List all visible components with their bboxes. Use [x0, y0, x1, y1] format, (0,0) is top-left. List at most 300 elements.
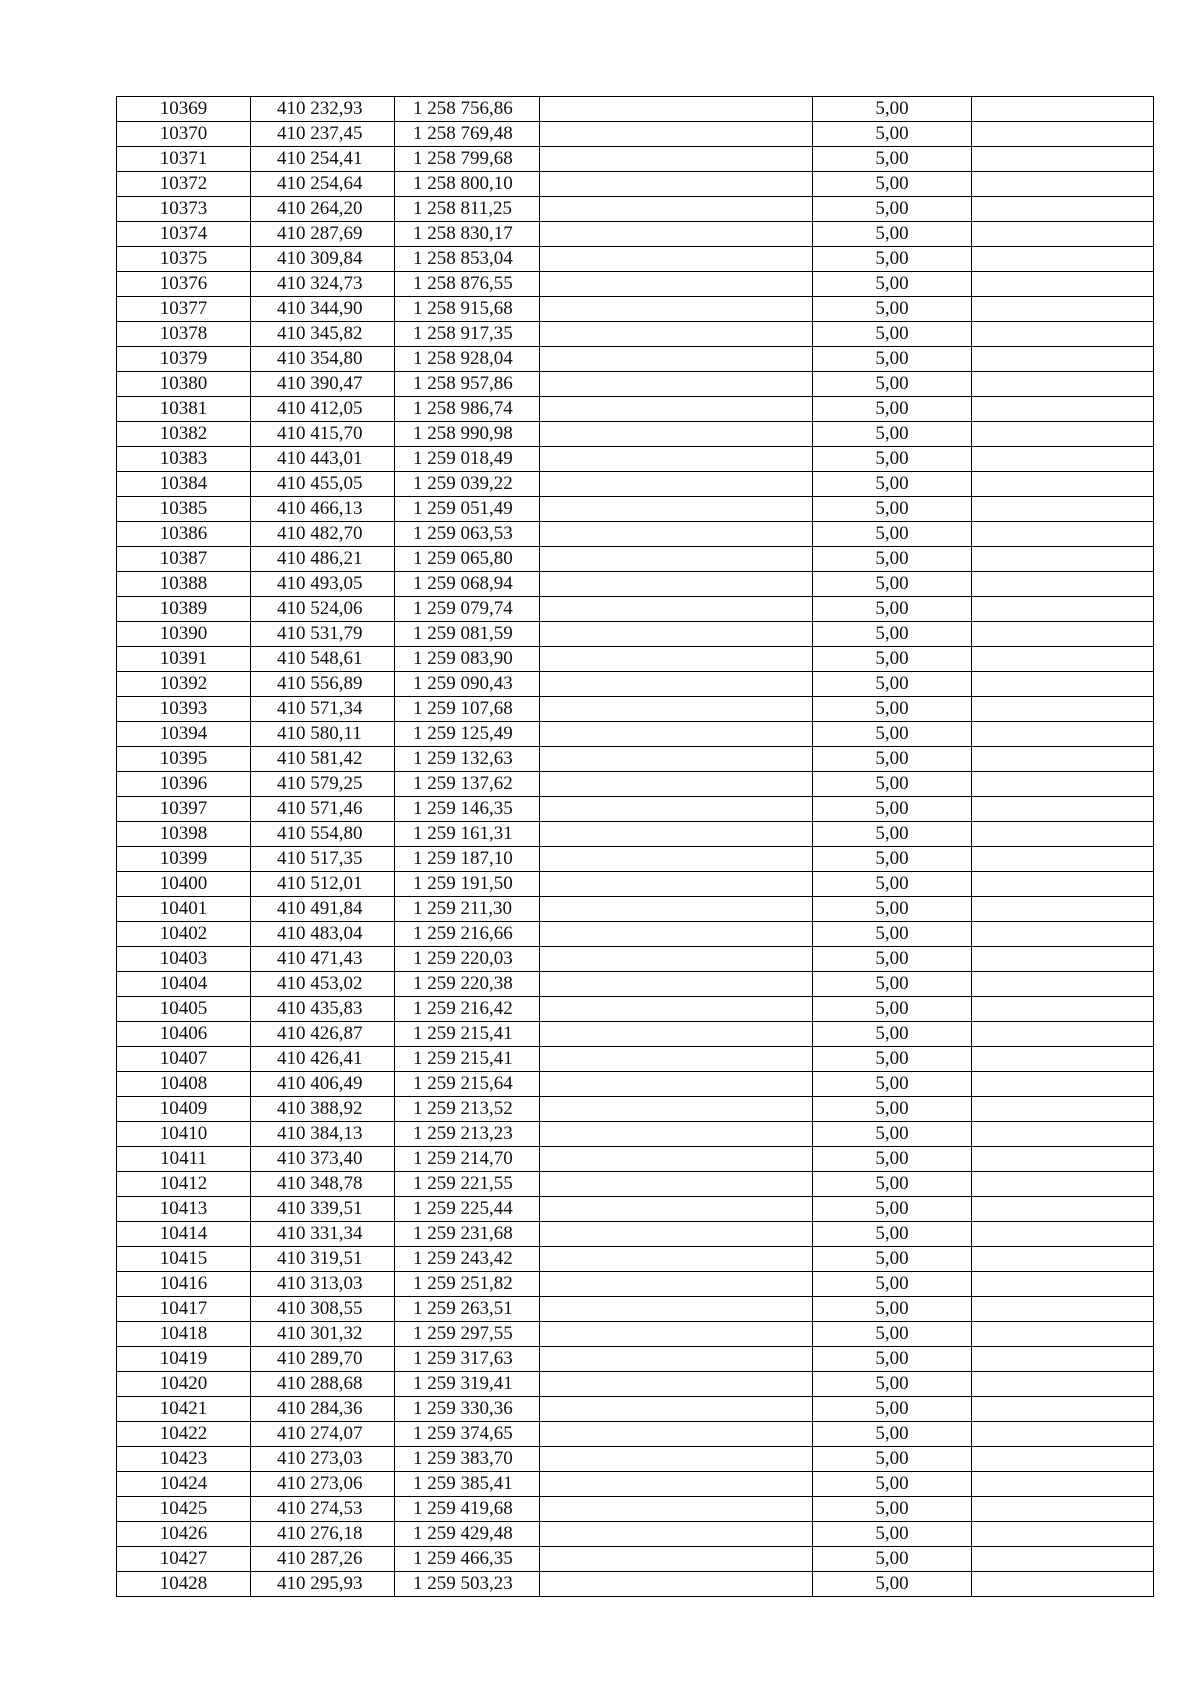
table-row [117, 197, 1154, 222]
table-row [117, 1572, 1154, 1597]
x-coordinate-cell: 410 579,25 [251, 772, 395, 797]
blank-cell [972, 372, 1154, 397]
x-coordinate-cell: 410 384,13 [251, 1122, 395, 1147]
x-coordinate-cell: 410 254,41 [251, 147, 395, 172]
point-number-cell: 10424 [117, 1472, 251, 1497]
blank-cell [972, 672, 1154, 697]
x-coordinate-cell: 410 466,13 [251, 497, 395, 522]
blank-cell [540, 572, 813, 597]
value-cell: 5,00 [813, 672, 972, 697]
point-number-cell: 10401 [117, 897, 251, 922]
x-coordinate-cell: 410 524,06 [251, 597, 395, 622]
blank-cell [540, 972, 813, 997]
point-number-cell: 10388 [117, 572, 251, 597]
blank-cell [540, 1047, 813, 1072]
point-number-cell: 10407 [117, 1047, 251, 1072]
x-coordinate-cell: 410 493,05 [251, 572, 395, 597]
y-coordinate-cell: 1 259 213,52 [395, 1097, 540, 1122]
table-row [117, 172, 1154, 197]
value-cell: 5,00 [813, 522, 972, 547]
blank-cell [540, 997, 813, 1022]
table-row [117, 1422, 1154, 1447]
blank-cell [540, 1222, 813, 1247]
blank-cell [540, 1022, 813, 1047]
x-coordinate-cell: 410 482,70 [251, 522, 395, 547]
value-cell: 5,00 [813, 272, 972, 297]
blank-cell [540, 1122, 813, 1147]
x-coordinate-cell: 410 339,51 [251, 1197, 395, 1222]
y-coordinate-cell: 1 259 466,35 [395, 1547, 540, 1572]
y-coordinate-cell: 1 258 957,86 [395, 372, 540, 397]
table-row [117, 1047, 1154, 1072]
value-cell: 5,00 [813, 1297, 972, 1322]
coordinates-table-body [117, 97, 1154, 1597]
value-cell: 5,00 [813, 747, 972, 772]
x-coordinate-cell: 410 483,04 [251, 922, 395, 947]
value-cell: 5,00 [813, 147, 972, 172]
value-cell: 5,00 [813, 1047, 972, 1072]
table-row [117, 1222, 1154, 1247]
blank-cell [972, 1522, 1154, 1547]
y-coordinate-cell: 1 259 068,94 [395, 572, 540, 597]
y-coordinate-cell: 1 259 330,36 [395, 1397, 540, 1422]
x-coordinate-cell: 410 331,34 [251, 1222, 395, 1247]
y-coordinate-cell: 1 258 853,04 [395, 247, 540, 272]
x-coordinate-cell: 410 319,51 [251, 1247, 395, 1272]
value-cell: 5,00 [813, 322, 972, 347]
value-cell: 5,00 [813, 447, 972, 472]
blank-cell [540, 1572, 813, 1597]
blank-cell [972, 1472, 1154, 1497]
table-row [117, 1122, 1154, 1147]
blank-cell [540, 172, 813, 197]
table-row [117, 147, 1154, 172]
table-row [117, 522, 1154, 547]
value-cell: 5,00 [813, 1472, 972, 1497]
point-number-cell: 10404 [117, 972, 251, 997]
value-cell: 5,00 [813, 1197, 972, 1222]
value-cell: 5,00 [813, 622, 972, 647]
x-coordinate-cell: 410 517,35 [251, 847, 395, 872]
point-number-cell: 10372 [117, 172, 251, 197]
value-cell: 5,00 [813, 1097, 972, 1122]
blank-cell [540, 1272, 813, 1297]
y-coordinate-cell: 1 259 317,63 [395, 1347, 540, 1372]
point-number-cell: 10400 [117, 872, 251, 897]
y-coordinate-cell: 1 259 319,41 [395, 1372, 540, 1397]
value-cell: 5,00 [813, 1072, 972, 1097]
blank-cell [540, 647, 813, 672]
table-row [117, 247, 1154, 272]
table-row [117, 922, 1154, 947]
value-cell: 5,00 [813, 1022, 972, 1047]
blank-cell [540, 872, 813, 897]
value-cell: 5,00 [813, 1422, 972, 1447]
y-coordinate-cell: 1 259 216,42 [395, 997, 540, 1022]
table-row [117, 1147, 1154, 1172]
y-coordinate-cell: 1 258 876,55 [395, 272, 540, 297]
blank-cell [972, 1197, 1154, 1222]
y-coordinate-cell: 1 258 986,74 [395, 397, 540, 422]
y-coordinate-cell: 1 259 063,53 [395, 522, 540, 547]
blank-cell [540, 1197, 813, 1222]
blank-cell [972, 972, 1154, 997]
y-coordinate-cell: 1 258 769,48 [395, 122, 540, 147]
blank-cell [540, 97, 813, 122]
y-coordinate-cell: 1 259 051,49 [395, 497, 540, 522]
value-cell: 5,00 [813, 847, 972, 872]
point-number-cell: 10403 [117, 947, 251, 972]
point-number-cell: 10411 [117, 1147, 251, 1172]
x-coordinate-cell: 410 287,26 [251, 1547, 395, 1572]
x-coordinate-cell: 410 324,73 [251, 272, 395, 297]
y-coordinate-cell: 1 259 429,48 [395, 1522, 540, 1547]
blank-cell [972, 1572, 1154, 1597]
x-coordinate-cell: 410 309,84 [251, 247, 395, 272]
x-coordinate-cell: 410 284,36 [251, 1397, 395, 1422]
x-coordinate-cell: 410 548,61 [251, 647, 395, 672]
x-coordinate-cell: 410 412,05 [251, 397, 395, 422]
point-number-cell: 10378 [117, 322, 251, 347]
blank-cell [972, 597, 1154, 622]
blank-cell [972, 1147, 1154, 1172]
point-number-cell: 10413 [117, 1197, 251, 1222]
value-cell: 5,00 [813, 1272, 972, 1297]
table-row [117, 1472, 1154, 1497]
blank-cell [972, 472, 1154, 497]
blank-cell [540, 597, 813, 622]
blank-cell [972, 422, 1154, 447]
blank-cell [540, 822, 813, 847]
x-coordinate-cell: 410 232,93 [251, 97, 395, 122]
blank-cell [972, 1322, 1154, 1347]
blank-cell [972, 147, 1154, 172]
blank-cell [540, 1097, 813, 1122]
value-cell: 5,00 [813, 547, 972, 572]
blank-cell [540, 1522, 813, 1547]
blank-cell [540, 1447, 813, 1472]
x-coordinate-cell: 410 354,80 [251, 347, 395, 372]
value-cell: 5,00 [813, 697, 972, 722]
blank-cell [540, 1247, 813, 1272]
value-cell: 5,00 [813, 297, 972, 322]
value-cell: 5,00 [813, 1497, 972, 1522]
y-coordinate-cell: 1 259 039,22 [395, 472, 540, 497]
point-number-cell: 10426 [117, 1522, 251, 1547]
y-coordinate-cell: 1 259 191,50 [395, 872, 540, 897]
blank-cell [540, 797, 813, 822]
point-number-cell: 10375 [117, 247, 251, 272]
point-number-cell: 10381 [117, 397, 251, 422]
blank-cell [540, 1347, 813, 1372]
point-number-cell: 10422 [117, 1422, 251, 1447]
blank-cell [540, 672, 813, 697]
blank-cell [972, 497, 1154, 522]
point-number-cell: 10415 [117, 1247, 251, 1272]
table-row [117, 1022, 1154, 1047]
blank-cell [972, 947, 1154, 972]
table-row [117, 1497, 1154, 1522]
blank-cell [540, 1497, 813, 1522]
table-row [117, 1072, 1154, 1097]
blank-cell [972, 1297, 1154, 1322]
table-row [117, 1297, 1154, 1322]
x-coordinate-cell: 410 435,83 [251, 997, 395, 1022]
blank-cell [972, 1547, 1154, 1572]
blank-cell [972, 1347, 1154, 1372]
blank-cell [972, 1397, 1154, 1422]
y-coordinate-cell: 1 259 214,70 [395, 1147, 540, 1172]
table-row [117, 847, 1154, 872]
x-coordinate-cell: 410 571,46 [251, 797, 395, 822]
x-coordinate-cell: 410 344,90 [251, 297, 395, 322]
value-cell: 5,00 [813, 572, 972, 597]
point-number-cell: 10393 [117, 697, 251, 722]
point-number-cell: 10397 [117, 797, 251, 822]
x-coordinate-cell: 410 274,53 [251, 1497, 395, 1522]
value-cell: 5,00 [813, 772, 972, 797]
blank-cell [972, 1172, 1154, 1197]
x-coordinate-cell: 410 443,01 [251, 447, 395, 472]
blank-cell [972, 522, 1154, 547]
blank-cell [972, 1022, 1154, 1047]
blank-cell [972, 1247, 1154, 1272]
value-cell: 5,00 [813, 1172, 972, 1197]
blank-cell [972, 822, 1154, 847]
value-cell: 5,00 [813, 1547, 972, 1572]
blank-cell [972, 97, 1154, 122]
blank-cell [972, 1372, 1154, 1397]
point-number-cell: 10408 [117, 1072, 251, 1097]
x-coordinate-cell: 410 455,05 [251, 472, 395, 497]
y-coordinate-cell: 1 259 251,82 [395, 1272, 540, 1297]
blank-cell [540, 1072, 813, 1097]
y-coordinate-cell: 1 259 215,41 [395, 1022, 540, 1047]
table-row [117, 547, 1154, 572]
table-row [117, 747, 1154, 772]
blank-cell [540, 197, 813, 222]
value-cell: 5,00 [813, 347, 972, 372]
blank-cell [540, 447, 813, 472]
table-row [117, 1247, 1154, 1272]
blank-cell [972, 547, 1154, 572]
y-coordinate-cell: 1 259 083,90 [395, 647, 540, 672]
blank-cell [540, 422, 813, 447]
point-number-cell: 10385 [117, 497, 251, 522]
value-cell: 5,00 [813, 1122, 972, 1147]
x-coordinate-cell: 410 554,80 [251, 822, 395, 847]
point-number-cell: 10392 [117, 672, 251, 697]
point-number-cell: 10417 [117, 1297, 251, 1322]
value-cell: 5,00 [813, 1147, 972, 1172]
value-cell: 5,00 [813, 597, 972, 622]
blank-cell [540, 497, 813, 522]
y-coordinate-cell: 1 258 915,68 [395, 297, 540, 322]
x-coordinate-cell: 410 295,93 [251, 1572, 395, 1597]
y-coordinate-cell: 1 259 081,59 [395, 622, 540, 647]
value-cell: 5,00 [813, 247, 972, 272]
blank-cell [540, 1397, 813, 1422]
y-coordinate-cell: 1 259 225,44 [395, 1197, 540, 1222]
x-coordinate-cell: 410 237,45 [251, 122, 395, 147]
blank-cell [972, 572, 1154, 597]
blank-cell [972, 272, 1154, 297]
blank-cell [972, 622, 1154, 647]
y-coordinate-cell: 1 259 018,49 [395, 447, 540, 472]
x-coordinate-cell: 410 264,20 [251, 197, 395, 222]
blank-cell [972, 797, 1154, 822]
y-coordinate-cell: 1 259 263,51 [395, 1297, 540, 1322]
value-cell: 5,00 [813, 197, 972, 222]
blank-cell [972, 872, 1154, 897]
blank-cell [540, 622, 813, 647]
table-row [117, 897, 1154, 922]
x-coordinate-cell: 410 345,82 [251, 322, 395, 347]
value-cell: 5,00 [813, 372, 972, 397]
table-row [117, 1397, 1154, 1422]
value-cell: 5,00 [813, 722, 972, 747]
value-cell: 5,00 [813, 222, 972, 247]
blank-cell [540, 947, 813, 972]
y-coordinate-cell: 1 259 211,30 [395, 897, 540, 922]
blank-cell [972, 447, 1154, 472]
point-number-cell: 10369 [117, 97, 251, 122]
table-row [117, 1547, 1154, 1572]
point-number-cell: 10391 [117, 647, 251, 672]
table-row [117, 497, 1154, 522]
value-cell: 5,00 [813, 1397, 972, 1422]
blank-cell [540, 1322, 813, 1347]
blank-cell [972, 347, 1154, 372]
blank-cell [972, 222, 1154, 247]
y-coordinate-cell: 1 259 297,55 [395, 1322, 540, 1347]
blank-cell [972, 297, 1154, 322]
y-coordinate-cell: 1 259 213,23 [395, 1122, 540, 1147]
table-row [117, 272, 1154, 297]
coordinates-table-sheet [116, 96, 1153, 1597]
y-coordinate-cell: 1 259 187,10 [395, 847, 540, 872]
y-coordinate-cell: 1 259 090,43 [395, 672, 540, 697]
blank-cell [540, 897, 813, 922]
x-coordinate-cell: 410 287,69 [251, 222, 395, 247]
blank-cell [972, 322, 1154, 347]
table-row [117, 422, 1154, 447]
x-coordinate-cell: 410 415,70 [251, 422, 395, 447]
value-cell: 5,00 [813, 497, 972, 522]
value-cell: 5,00 [813, 172, 972, 197]
blank-cell [540, 747, 813, 772]
table-row [117, 1372, 1154, 1397]
value-cell: 5,00 [813, 1222, 972, 1247]
x-coordinate-cell: 410 313,03 [251, 1272, 395, 1297]
value-cell: 5,00 [813, 97, 972, 122]
table-row [117, 222, 1154, 247]
y-coordinate-cell: 1 259 503,23 [395, 1572, 540, 1597]
table-row [117, 672, 1154, 697]
x-coordinate-cell: 410 390,47 [251, 372, 395, 397]
value-cell: 5,00 [813, 397, 972, 422]
blank-cell [540, 1372, 813, 1397]
y-coordinate-cell: 1 258 928,04 [395, 347, 540, 372]
blank-cell [972, 922, 1154, 947]
point-number-cell: 10425 [117, 1497, 251, 1522]
point-number-cell: 10390 [117, 622, 251, 647]
point-number-cell: 10420 [117, 1372, 251, 1397]
blank-cell [972, 997, 1154, 1022]
x-coordinate-cell: 410 580,11 [251, 722, 395, 747]
y-coordinate-cell: 1 259 243,42 [395, 1247, 540, 1272]
blank-cell [540, 1422, 813, 1447]
blank-cell [972, 722, 1154, 747]
point-number-cell: 10395 [117, 747, 251, 772]
table-row [117, 1322, 1154, 1347]
value-cell: 5,00 [813, 797, 972, 822]
point-number-cell: 10402 [117, 922, 251, 947]
x-coordinate-cell: 410 274,07 [251, 1422, 395, 1447]
blank-cell [972, 172, 1154, 197]
point-number-cell: 10370 [117, 122, 251, 147]
x-coordinate-cell: 410 426,41 [251, 1047, 395, 1072]
x-coordinate-cell: 410 471,43 [251, 947, 395, 972]
table-row [117, 1447, 1154, 1472]
point-number-cell: 10374 [117, 222, 251, 247]
blank-cell [972, 1072, 1154, 1097]
blank-cell [972, 122, 1154, 147]
blank-cell [972, 1222, 1154, 1247]
table-row [117, 722, 1154, 747]
blank-cell [540, 1472, 813, 1497]
value-cell: 5,00 [813, 1522, 972, 1547]
x-coordinate-cell: 410 581,42 [251, 747, 395, 772]
x-coordinate-cell: 410 512,01 [251, 872, 395, 897]
y-coordinate-cell: 1 258 756,86 [395, 97, 540, 122]
point-number-cell: 10389 [117, 597, 251, 622]
table-row [117, 322, 1154, 347]
blank-cell [540, 697, 813, 722]
table-row [117, 1272, 1154, 1297]
blank-cell [972, 1497, 1154, 1522]
y-coordinate-cell: 1 259 419,68 [395, 1497, 540, 1522]
y-coordinate-cell: 1 258 917,35 [395, 322, 540, 347]
table-row [117, 1172, 1154, 1197]
blank-cell [540, 847, 813, 872]
y-coordinate-cell: 1 259 383,70 [395, 1447, 540, 1472]
table-row [117, 297, 1154, 322]
y-coordinate-cell: 1 259 079,74 [395, 597, 540, 622]
point-number-cell: 10387 [117, 547, 251, 572]
blank-cell [540, 272, 813, 297]
table-row [117, 372, 1154, 397]
y-coordinate-cell: 1 258 799,68 [395, 147, 540, 172]
value-cell: 5,00 [813, 1347, 972, 1372]
blank-cell [540, 522, 813, 547]
blank-cell [540, 347, 813, 372]
point-number-cell: 10379 [117, 347, 251, 372]
y-coordinate-cell: 1 258 811,25 [395, 197, 540, 222]
table-row [117, 122, 1154, 147]
y-coordinate-cell: 1 259 374,65 [395, 1422, 540, 1447]
x-coordinate-cell: 410 531,79 [251, 622, 395, 647]
y-coordinate-cell: 1 259 065,80 [395, 547, 540, 572]
y-coordinate-cell: 1 259 215,41 [395, 1047, 540, 1072]
point-number-cell: 10421 [117, 1397, 251, 1422]
table-row [117, 1097, 1154, 1122]
point-number-cell: 10399 [117, 847, 251, 872]
blank-cell [540, 222, 813, 247]
y-coordinate-cell: 1 259 107,68 [395, 697, 540, 722]
point-number-cell: 10406 [117, 1022, 251, 1047]
blank-cell [972, 847, 1154, 872]
